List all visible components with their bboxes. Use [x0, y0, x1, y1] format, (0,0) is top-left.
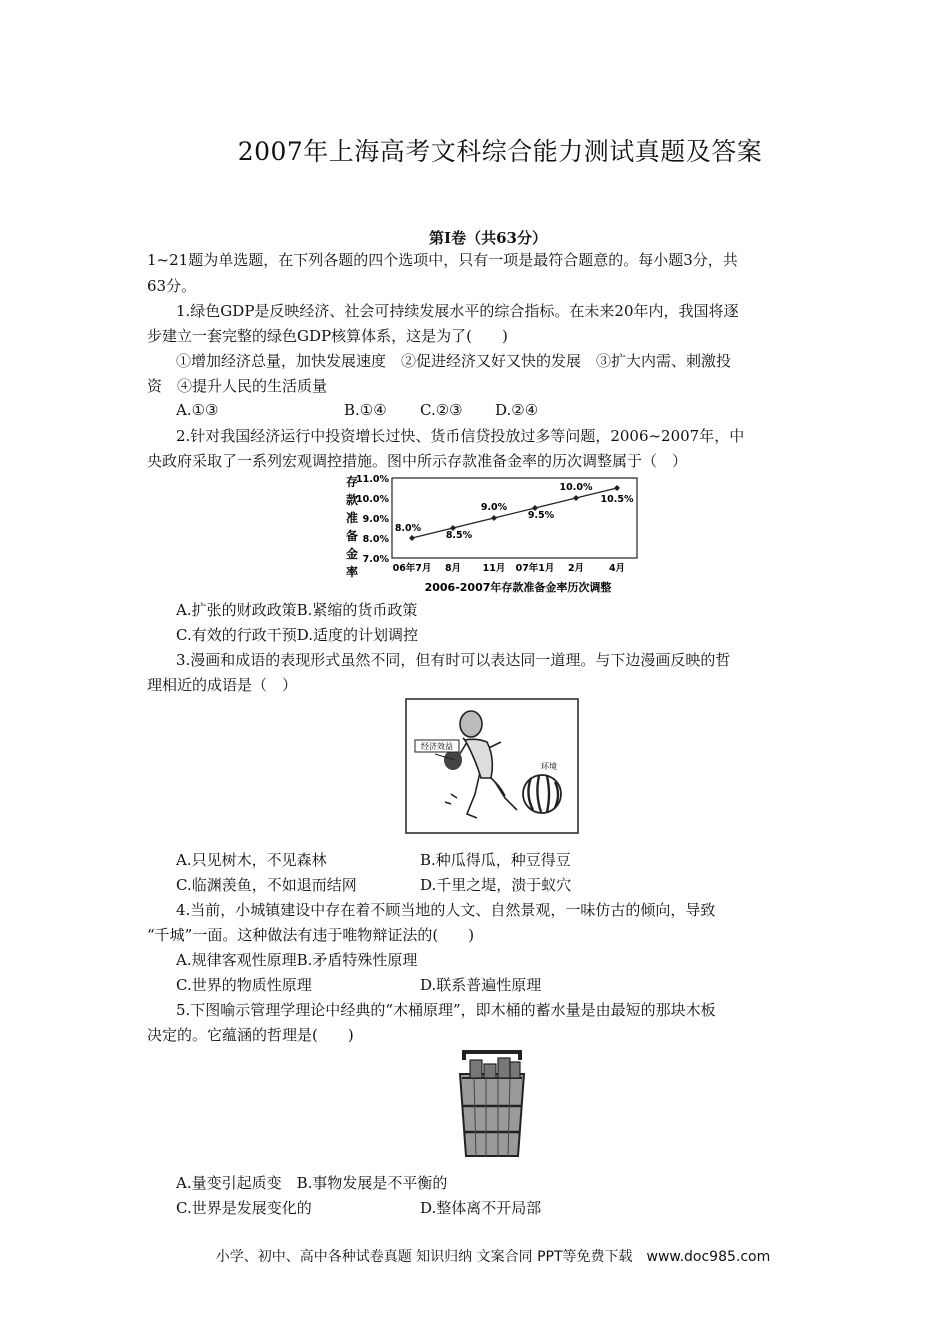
- q5-option-ab: A.量变引起质变 B.事物发展是不平衡的: [176, 1174, 448, 1192]
- chart-x-tick-label: 11月: [482, 563, 506, 574]
- chart-data-label: 8.5%: [445, 530, 473, 541]
- watermelon-illustration: [523, 775, 561, 813]
- section-heading: 第Ⅰ卷（共63分）: [429, 229, 547, 247]
- chart-ylabel-char: 款: [346, 493, 359, 507]
- instructions-line-2: 63分。: [147, 277, 197, 295]
- reserve-ratio-chart: [338, 472, 648, 598]
- q4-option-ab: A.规律客观性原理B.矛盾特殊性原理: [176, 951, 418, 969]
- q1-stem-line-2: 步建立一套完整的绿色GDP核算体系，这是为了( ): [147, 327, 508, 345]
- q5-stem-line-1: 5.下图喻示管理学理论中经典的“木桶原理”，即木桶的蓄水量是由最短的那块木板: [176, 1001, 716, 1019]
- q1-option-a: A.①③: [176, 401, 219, 419]
- q3-option-c: C.临渊羡鱼，不如退而结网: [176, 876, 357, 894]
- chart-y-tick-label: 11.0%: [356, 474, 389, 485]
- chart-title: 2006-2007年存款准备金率历次调整: [424, 581, 612, 594]
- chart-data-point: [573, 495, 579, 501]
- chart-x-tick-label: 8月: [444, 563, 462, 574]
- chart-x-tick-label: 4月: [608, 563, 626, 574]
- chart-ylabel-char: 存: [346, 475, 359, 489]
- chart-x-tick-label: 2月: [567, 563, 585, 574]
- q1-option-c: C.②③: [420, 401, 463, 419]
- chart-ylabel-char: 率: [346, 565, 359, 579]
- instructions-line-1: 1~21题为单选题，在下列各题的四个选项中，只有一项是最符合题意的。每小题3分，共: [147, 251, 738, 269]
- chart-series-line: [412, 488, 617, 538]
- chart-data-point: [491, 515, 497, 521]
- q4-stem-line-2: “千城”一面。这种做法有违于唯物辩证法的( ): [147, 926, 475, 944]
- chart-y-tick-label: 10.0%: [356, 494, 389, 505]
- q1-option-d: D.②④: [495, 401, 539, 419]
- cartoon-label-left: 经济效益: [421, 742, 453, 751]
- q2-stem-line-2: 央政府采取了一系列宏观调控措施。图中所示存款准备金率的历次调整属于（ ）: [147, 452, 688, 470]
- chart-ylabel-char: 备: [346, 529, 359, 543]
- chart-data-point: [614, 485, 620, 491]
- chart-ylabel-char: 准: [346, 511, 359, 525]
- q4-option-d: D.联系普遍性原理: [420, 976, 542, 994]
- cartoon-label-right: 环境: [541, 762, 557, 771]
- chart-x-tick-label: 06年7月: [392, 563, 432, 574]
- page-footer: 小学、初中、高中各种试卷真题 知识归纳 文案合同 PPT等免费下载 www.doc985.com: [215, 1249, 771, 1265]
- chart-plot-frame: [392, 478, 637, 558]
- chart-y-tick-label: 7.0%: [362, 554, 389, 565]
- q3-stem-line-2: 理相近的成语是（ ）: [147, 676, 298, 694]
- chart-y-tick-label: 9.0%: [362, 514, 389, 525]
- chart-data-point: [409, 535, 415, 541]
- page-title: 2007年上海高考文科综合能力测试真题及答案: [237, 137, 763, 166]
- chart-data-label: 9.0%: [480, 502, 508, 513]
- chart-data-label: 8.0%: [394, 523, 422, 534]
- q5-option-d: D.整体离不开局部: [420, 1199, 542, 1217]
- q1-items-line-2: 资 ④提升人民的生活质量: [147, 377, 328, 395]
- q3-stem-line-1: 3.漫画和成语的表现形式虽然不同，但有时可以表达同一道理。与下边漫画反映的哲: [176, 651, 731, 669]
- q5-option-c: C.世界是发展变化的: [176, 1199, 312, 1217]
- q3-option-a: A.只见树木，不见森林: [176, 851, 327, 869]
- wooden-bucket-figure: [452, 1048, 532, 1160]
- q1-stem-line-1: 1.绿色GDP是反映经济、社会可持续发展水平的综合指标。在未来20年内，我国将逐: [176, 302, 739, 320]
- chart-ylabel: [346, 474, 359, 579]
- chart-y-tick-label: 8.0%: [362, 534, 389, 545]
- chart-data-label: 10.0%: [559, 482, 593, 493]
- sesame-seed-illustration: [444, 750, 462, 770]
- q2-stem-line-1: 2.针对我国经济运行中投资增长过快、货币信贷投放过多等问题，2006~2007年，中: [176, 427, 745, 445]
- q2-option-ab: A.扩张的财政政策B.紧缩的货币政策: [176, 601, 418, 619]
- chart-ylabel-char: 金: [346, 547, 359, 561]
- chart-data-label: 9.5%: [527, 510, 555, 521]
- q2-option-cd: C.有效的行政干预D.适度的计划调控: [176, 626, 418, 644]
- chart-x-tick-label: 07年1月: [515, 563, 555, 574]
- q1-option-b: B.①④: [344, 401, 387, 419]
- q4-option-c: C.世界的物质性原理: [176, 976, 312, 994]
- cartoon-figure: [405, 698, 579, 834]
- chart-data-label: 10.5%: [600, 494, 634, 505]
- q3-option-d: D.千里之堤，溃于蚁穴: [420, 876, 572, 894]
- q3-option-b: B.种瓜得瓜，种豆得豆: [420, 851, 571, 869]
- q4-stem-line-1: 4.当前，小城镇建设中存在着不顾当地的人文、自然景观，一味仿古的倾向，导致: [176, 901, 716, 919]
- q5-stem-line-2: 决定的。它蕴涵的哲理是( ): [147, 1026, 354, 1044]
- q1-items-line-1: ①增加经济总量，加快发展速度 ②促进经济又好又快的发展 ③扩大内需、刺激投: [176, 352, 732, 370]
